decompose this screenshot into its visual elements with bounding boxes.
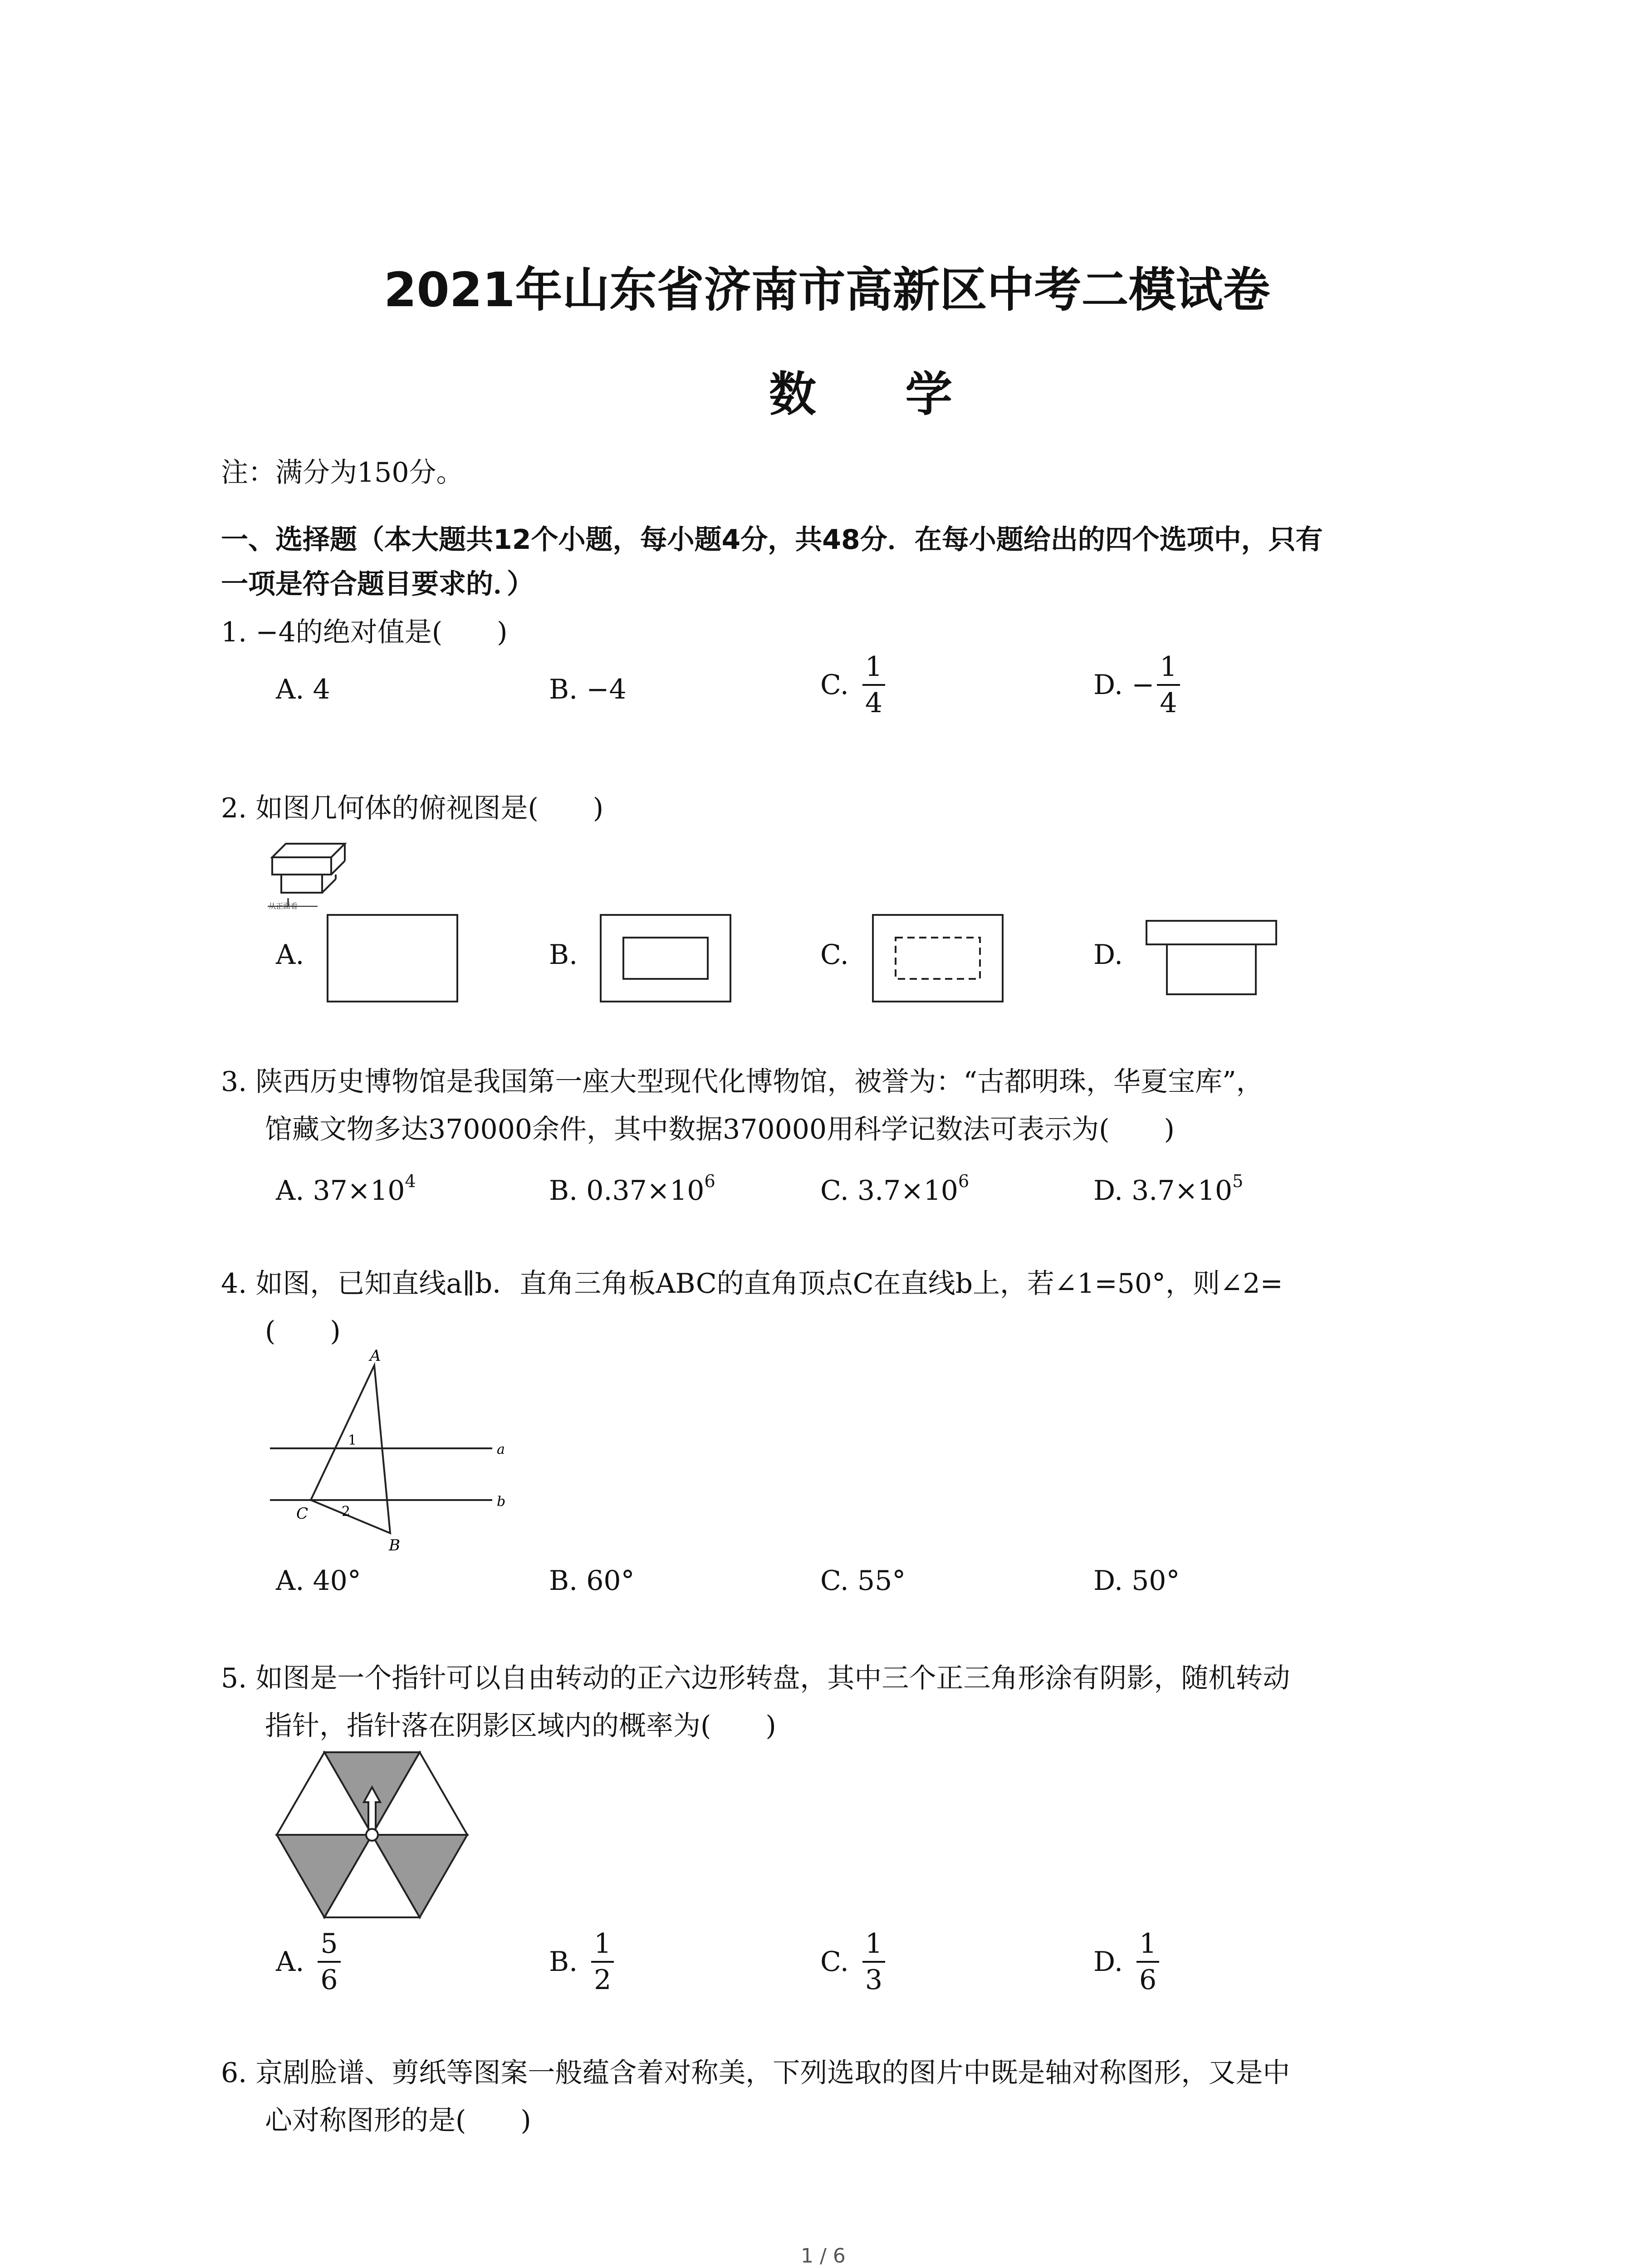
q2-option-c-figure — [872, 914, 1004, 1002]
q4-figure — [265, 1347, 519, 1560]
q5-pointer-pivot — [366, 1829, 378, 1841]
q5-option-c-fraction — [862, 1930, 885, 1994]
q1-d-numerator: 1 — [1157, 653, 1180, 686]
q4-option-a: A. 40° — [276, 1565, 361, 1597]
q3-option-b — [549, 1171, 715, 1207]
page-number: 1 / 6 — [801, 2244, 846, 2268]
q5-option-a-fraction — [318, 1930, 340, 1994]
q5-stem-line1: 5. 如图是一个指针可以自由转动的正六边形转盘，其中三个正三角形涂有阴影，随机转动 — [221, 1662, 1290, 1694]
q5-option-b-label: B. — [549, 1946, 578, 1978]
q3-option-a-exponent: 4 — [405, 1171, 416, 1191]
q5-option-d — [1093, 1930, 1159, 1994]
q6-stem-line1: 6. 京剧脸谱、剪纸等图案一般蕴含着对称美，下列选取的图片中既是轴对称图形，又是中 — [221, 2057, 1290, 2089]
q1-option-c-fraction — [862, 653, 885, 717]
q3-option-b-base: B. 0.37×10 — [549, 1175, 705, 1207]
q4-option-c: C. 55° — [820, 1565, 906, 1597]
q2-option-b-label: B. — [549, 939, 578, 971]
q2-option-d-figure — [1146, 920, 1277, 997]
q4-label-angle2: 2 — [342, 1504, 351, 1520]
score-note: 注：满分为150分。 — [221, 457, 464, 489]
q5-c-denominator: 3 — [865, 1964, 883, 1996]
q5-option-a — [276, 1930, 341, 1994]
q5-hexagon-spinner — [272, 1749, 472, 1921]
q5-b-denominator: 2 — [594, 1964, 612, 1996]
q4-label-a: a — [497, 1442, 505, 1457]
q3-option-d — [1093, 1171, 1244, 1207]
q5-c-numerator: 1 — [862, 1930, 885, 1963]
q4-stem-line2: ( ) — [265, 1315, 341, 1347]
q3-option-a — [276, 1171, 416, 1207]
q5-option-a-label: A. — [276, 1946, 304, 1978]
q5-a-denominator: 6 — [320, 1964, 338, 1996]
q5-option-b-fraction — [591, 1930, 614, 1994]
q5-option-c — [820, 1930, 885, 1994]
q3-option-c-base: C. 3.7×10 — [820, 1175, 958, 1207]
q1-option-d — [1093, 653, 1180, 717]
q3-stem-line1: 3. 陕西历史博物馆是我国第一座大型现代化博物馆，被誉为：“古都明珠，华夏宝库”， — [221, 1066, 1264, 1098]
q1-option-b: B. −4 — [549, 674, 627, 705]
q3-option-b-exponent: 6 — [704, 1171, 715, 1191]
page-title: 2021年山东省济南市高新区中考二模试卷 — [384, 262, 1270, 318]
q3-stem-line2: 馆藏文物多达370000余件，其中数据370000用科学记数法可表示为( ) — [265, 1114, 1175, 1145]
q5-option-c-label: C. — [820, 1946, 849, 1978]
q4-label-A: A — [370, 1347, 381, 1365]
q5-d-denominator: 6 — [1139, 1964, 1157, 1996]
q5-b-numerator: 1 — [591, 1930, 614, 1963]
q5-d-numerator: 1 — [1136, 1930, 1159, 1963]
q4-label-b: b — [497, 1494, 506, 1510]
q3-option-a-base: A. 37×10 — [276, 1175, 405, 1207]
q1-option-d-label: D. − — [1093, 669, 1155, 701]
q3-option-d-base: D. 3.7×10 — [1093, 1175, 1233, 1207]
q1-stem: 1. −4的绝对值是( ) — [221, 616, 508, 648]
q5-a-numerator: 5 — [318, 1930, 340, 1963]
q1-c-numerator: 1 — [862, 653, 885, 686]
q2-stem: 2. 如图几何体的俯视图是( ) — [221, 792, 604, 824]
q2-option-a-figure — [327, 914, 458, 1002]
q2-option-b-figure — [600, 914, 731, 1002]
q2-option-d-label: D. — [1093, 939, 1123, 971]
section-header-line2: 一项是符合题目要求的．） — [221, 568, 534, 600]
q1-c-denominator: 4 — [865, 687, 883, 719]
q3-option-c — [820, 1171, 970, 1207]
q3-option-d-exponent: 5 — [1232, 1171, 1244, 1191]
q2-solid-figure — [263, 830, 363, 912]
q2-option-a-label: A. — [276, 939, 304, 971]
q2-option-c-label: C. — [820, 939, 849, 971]
q5-option-d-label: D. — [1093, 1946, 1123, 1978]
q1-option-c-label: C. — [820, 669, 849, 701]
q5-option-b — [549, 1930, 614, 1994]
page-subtitle: 数 学 — [769, 367, 989, 422]
q4-option-b: B. 60° — [549, 1565, 635, 1597]
q5-option-d-fraction — [1136, 1930, 1159, 1994]
q4-label-C: C — [296, 1505, 309, 1523]
q6-stem-line2: 心对称图形的是( ) — [265, 2105, 531, 2136]
section-header-line1: 一、选择题（本大题共12个小题，每小题4分，共48分．在每小题给出的四个选项中，只有 — [221, 524, 1323, 556]
q1-option-d-fraction — [1157, 653, 1180, 717]
q5-stem-line2: 指针，指针落在阴影区域内的概率为( ) — [265, 1710, 776, 1742]
q1-option-a: A. 4 — [276, 674, 330, 705]
q4-stem-line1: 4. 如图，已知直线a∥b．直角三角板ABC的直角顶点C在直线b上，若∠1=50°，则∠2= — [221, 1268, 1283, 1300]
q4-option-d: D. 50° — [1093, 1565, 1180, 1597]
q4-label-angle1: 1 — [348, 1432, 357, 1448]
q3-option-c-exponent: 6 — [958, 1171, 970, 1191]
q2-figure-caption: 从正面看 — [269, 902, 298, 910]
q1-option-c — [820, 653, 885, 717]
q1-d-denominator: 4 — [1160, 687, 1177, 719]
q4-label-B: B — [389, 1536, 400, 1554]
